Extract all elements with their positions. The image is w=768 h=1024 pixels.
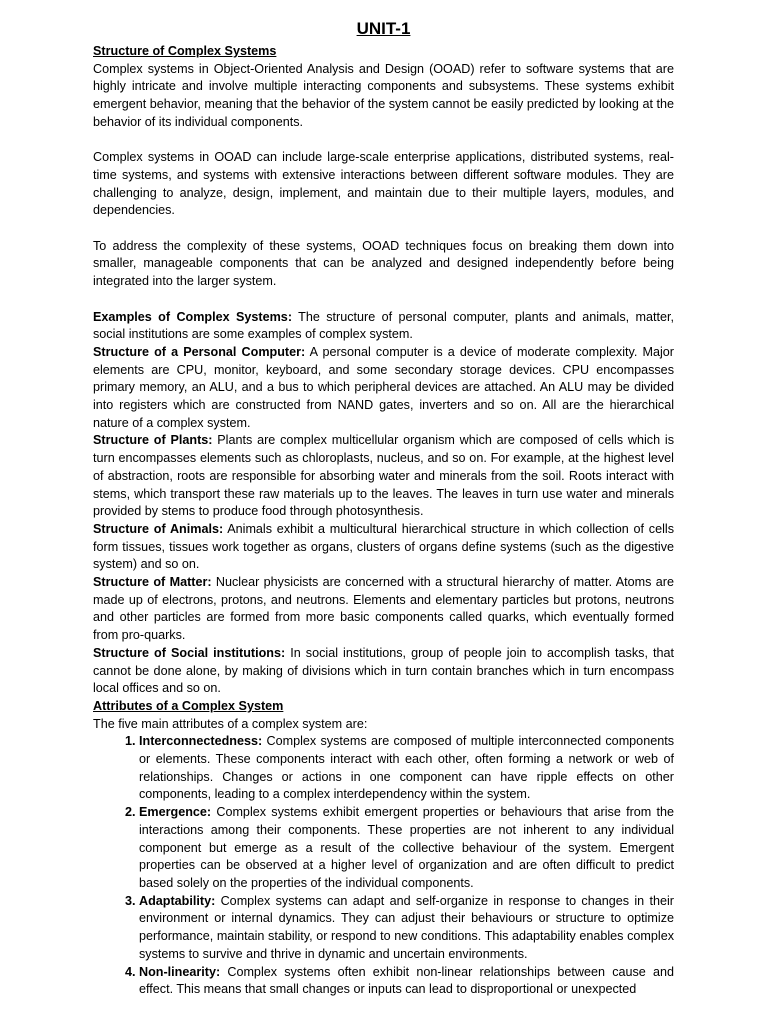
attribute-text: Complex systems exhibit emergent properties or behaviours that arise from the interactions among their components. These properties are not inherent to any individual component but emerge as a result of the collective behaviour of the system. Emergent properties can be observed at a higher level of organization and are often difficult to predict based solely on the properties of the individual components. <box>139 805 674 890</box>
example-text: In social institutions, group of people join to accomplish tasks, that cannot be done alone, by making of divisions which in turn contain branches which in turn encompass local offices and so on. <box>93 645 674 696</box>
example-paragraph <box>93 344 674 433</box>
example-term: Structure of Plants: <box>93 433 213 448</box>
attribute-term: Non-linearity: <box>139 964 221 979</box>
paragraph: Complex systems in Object-Oriented Analysis and Design (OOAD) refer to software systems that are highly intricate and involve multiple interacting components and subsystems. These systems exhibit emergent behavior, meaning that the behavior of the system cannot be easily predicted by looking at the behavior of its individual components. <box>93 61 674 129</box>
example-paragraph <box>93 645 674 698</box>
spacer <box>93 291 674 309</box>
attribute-text: Complex systems are composed of multiple interconnected components or elements. These components interact with each other, often forming a network or web of relationships. Changes or actions in one component can have ripple effects on other components, leading to a complex interdependency within the system. <box>139 734 674 802</box>
list-item <box>139 804 674 893</box>
list-item <box>139 964 674 999</box>
list-item <box>139 893 674 964</box>
list-item <box>139 733 674 804</box>
example-text: A personal computer is a device of moderate complexity. Major elements are CPU, monitor, keyboard, and some secondary storage devices. CPU encompasses primary memory, an ALU, and a bus to which peripheral devices are attached. An ALU may be divided into registers which are constructed from NAND gates, inverters and so on. All are the hierarchical nature of a complex system. <box>93 344 674 430</box>
attribute-text: Complex systems often exhibit non-linear relationships between cause and effect. This means that small changes or inputs can lead to disproportional or unexpected <box>139 964 674 997</box>
paragraph: To address the complexity of these systems, OOAD techniques focus on breaking them down into smaller, manageable components that can be analyzed and designed independently before being integrated into the larger system. <box>93 238 674 289</box>
example-text: The structure of personal computer, plants and animals, matter, social institutions are some examples of complex system. <box>93 309 674 342</box>
section-heading-structure: Structure of Complex Systems <box>93 44 277 58</box>
example-paragraph <box>93 432 674 521</box>
paragraph: Complex systems in OOAD can include large-scale enterprise applications, distributed systems, real-time systems, and systems with extensive interactions between different software modules. They are challenging to analyze, design, implement, and maintain due to their multiple layers, modules, and dependencies. <box>93 150 674 218</box>
example-text: Nuclear physicists are concerned with a structural hierarchy of matter. Atoms are made up of electrons, protons, and neutrons. Elements and elementary particles but protons, neutrons and other particles are formed from more basic components called quarks, which eventually formed from pro-quarks. <box>93 575 674 643</box>
spacer <box>93 132 674 150</box>
attribute-term: Interconnectedness: <box>139 734 263 749</box>
attributes-list <box>93 733 674 999</box>
page-title: UNIT-1 <box>356 19 411 38</box>
example-text: Plants are complex multicellular organism which are composed of cells which is turn encompasses elements such as chloroplasts, nucleus, and so on. For example, at the highest level of abstraction, roots are responsible for absorbing water and minerals from the soil. Roots interact with stems, which transport these raw materials up to the leaves. The leaves in turn use water and minerals provided by stems to produce food through photosynthesis. <box>93 433 674 519</box>
attributes-intro: The five main attributes of a complex system are: <box>93 716 368 731</box>
example-paragraph <box>93 574 674 645</box>
example-text: Animals exhibit a multicultural hierarchical structure in which collection of cells form tissues, tissues work together as organs, clusters of organs define systems (such as the digestive system) and so on. <box>93 521 675 572</box>
example-paragraph <box>93 521 674 574</box>
example-term: Structure of Social institutions: <box>93 645 286 660</box>
example-term: Structure of Matter: <box>93 575 212 590</box>
attribute-term: Emergence: <box>139 805 212 820</box>
example-term: Structure of a Personal Computer: <box>93 344 306 359</box>
section-heading-attributes: Attributes of a Complex System <box>93 698 284 713</box>
attribute-text: Complex systems can adapt and self-organize in response to changes in their environment or internal dynamics. They can adjust their behaviours or structure to optimize performance, maintain stability, or respond to new conditions. This adaptability enables complex systems to survive and thrive in dynamic and uncertain environments. <box>139 893 674 961</box>
spacer <box>93 220 674 238</box>
example-paragraph <box>93 309 674 344</box>
example-term: Structure of Animals: <box>93 521 224 536</box>
attribute-term: Adaptability: <box>139 893 216 908</box>
example-term: Examples of Complex Systems: <box>93 309 293 324</box>
document-page <box>93 18 674 999</box>
